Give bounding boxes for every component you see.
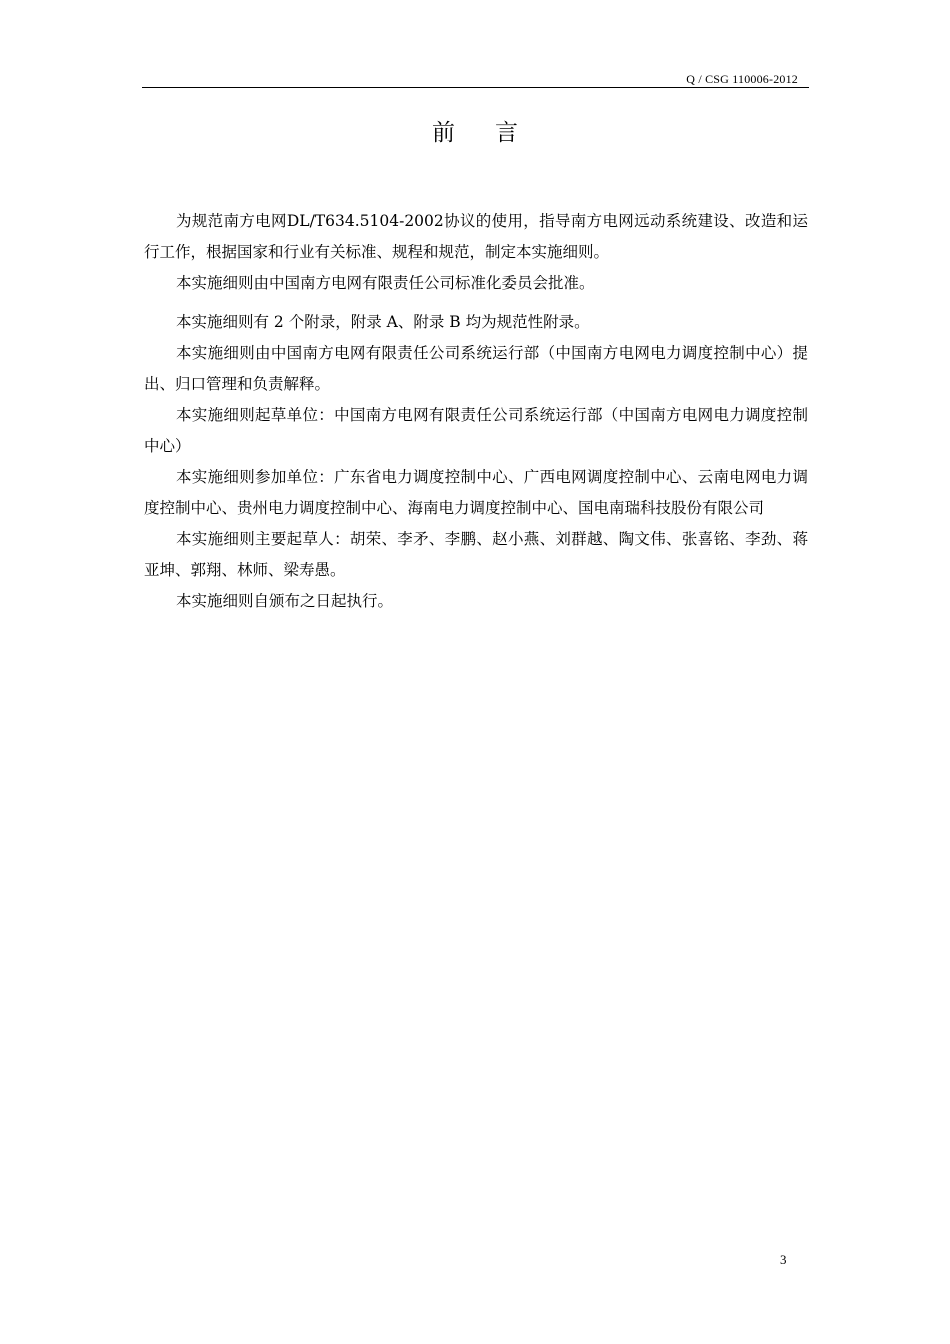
page-title [0, 118, 950, 148]
header-rule [142, 87, 809, 88]
paragraph-participants: 本实施细则参加单位：广东省电力调度控制中心、广西电网调度控制中心、云南电网电力调度控制中心、贵州电力调度控制中心、海南电力调度控制中心、国电南瑞科技股份有限公司 [144, 468, 808, 517]
standard-code: Q / CSG 110006-2012 [686, 72, 798, 86]
paragraph-purpose: 为规范南方电网DL/T634.5104-2002协议的使用，指导南方电网远动系统建设、改造和运行工作，根据国家和行业有关标准、规程和规范，制定本实施细则。 [144, 212, 808, 261]
paragraph-approval: 本实施细则由中国南方电网有限责任公司标准化委员会批准。 [176, 274, 595, 292]
foreword-body [144, 206, 808, 617]
title-char-1: 前 [432, 120, 455, 146]
paragraph-effective: 本实施细则自颁布之日起执行。 [176, 592, 394, 610]
paragraph-appendix: 本实施细则有 2 个附录，附录 A、附录 B 均为规范性附录。 [176, 313, 590, 331]
paragraph-proposer: 本实施细则由中国南方电网有限责任公司系统运行部（中国南方电网电力调度控制中心）提出、归口管理和负责解释。 [144, 344, 808, 393]
paragraph-drafters: 本实施细则主要起草人：胡荣、李矛、李鹏、赵小燕、刘群越、陶文伟、张喜铭、李劲、蒋亚坤、郭翔、林师、梁寿愚。 [144, 530, 808, 579]
paragraph-drafting-unit: 本实施细则起草单位：中国南方电网有限责任公司系统运行部（中国南方电网电力调度控制中心） [144, 406, 808, 455]
page-number: 3 [780, 1252, 787, 1267]
title-char-2: 言 [495, 120, 518, 146]
